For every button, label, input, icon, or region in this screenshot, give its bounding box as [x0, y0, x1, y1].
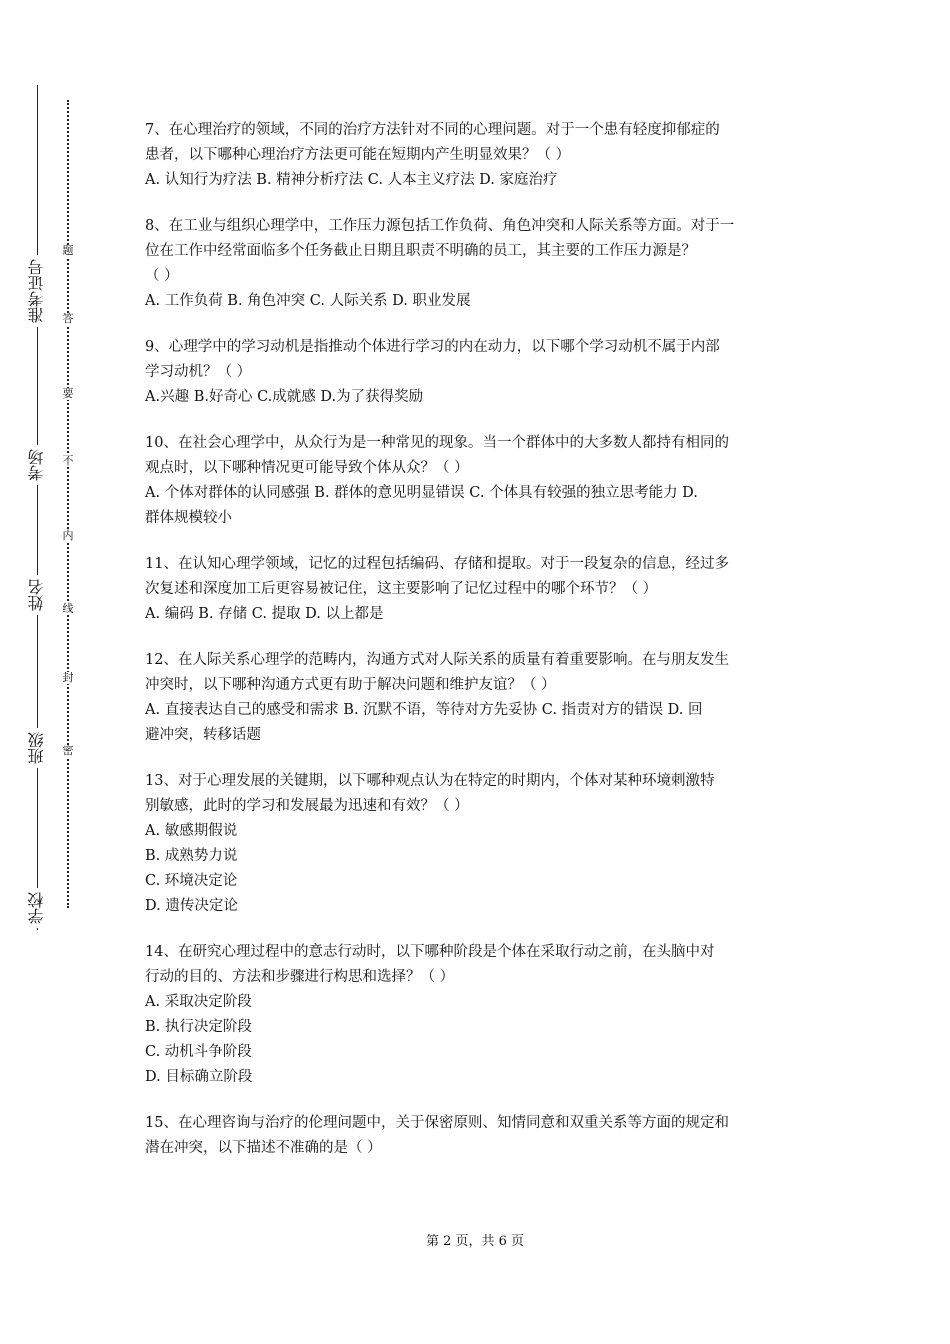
school-label: 学校 — [27, 888, 47, 928]
question-option-line: A. 工作负荷 B. 角色冲突 C. 人际关系 D. 职业发展 — [145, 293, 471, 309]
question-block — [145, 940, 810, 1090]
question-block — [145, 648, 810, 748]
question-stem-line: 位在工作中经常面临多个任务截止日期且职责不明确的员工，其主要的工作压力源是？ — [145, 243, 696, 259]
question-stem-line: 别敏感，此时的学习和发展最为迅速和有效？（ ） — [145, 798, 469, 814]
seal-char: 线 — [59, 603, 77, 615]
question-stem-line: （ ） — [145, 268, 179, 284]
seal-char: 题 — [59, 245, 77, 257]
question-option-line: A. 直接表达自己的感受和需求 B. 沉默不语，等待对方先妥协 C. 指责对方的错误 D. 回 — [145, 702, 703, 718]
question-option-line: A. 编码 B. 存储 C. 提取 D. 以上都是 — [145, 606, 384, 622]
seal-char: 密 — [59, 745, 77, 757]
question-option-line: 群体规模较小 — [145, 510, 232, 526]
question-block — [145, 1111, 810, 1161]
question-stem-line: 次复述和深度加工后更容易被记住，这主要影响了记忆过程中的哪个环节？（ ） — [145, 581, 658, 597]
question-option-line: B. 成熟势力说 — [145, 848, 238, 864]
question-block — [145, 335, 810, 410]
question-stem-line: 8、在工业与组织心理学中，工作压力源包括工作负荷、角色冲突和人际关系等方面。对于一 — [145, 218, 735, 234]
question-block — [145, 118, 810, 193]
question-option-line: C. 动机斗争阶段 — [145, 1044, 252, 1060]
question-stem-line: 15、在心理咨询与治疗的伦理问题中，关于保密原则、知情同意和双重关系等方面的规定和 — [145, 1115, 729, 1131]
question-option-line: 避冲突，转移话题 — [145, 727, 261, 743]
name-label: 姓名 — [27, 575, 47, 615]
question-stem-line: 潜在冲突，以下描述不准确的是（ ） — [145, 1140, 382, 1156]
question-option-line: D. 遗传决定论 — [145, 898, 238, 914]
question-stem-line: 7、在心理治疗的领域，不同的治疗方法针对不同的心理问题。对于一个患有轻度抑郁症的 — [145, 122, 720, 138]
question-block — [145, 769, 810, 919]
exam-number-label: 准考证号 — [27, 255, 47, 327]
question-stem-line: 12、在人际关系心理学的范畴内，沟通方式对人际关系的质量有着重要影响。在与朋友发生 — [145, 652, 729, 668]
seal-char: 要 — [59, 388, 77, 400]
exam-room-label: 考场 — [27, 445, 47, 485]
seal-char: 内 — [59, 530, 77, 542]
question-stem-line: 患者，以下哪种心理治疗方法更可能在短期内产生明显效果？（ ） — [145, 147, 571, 163]
question-block — [145, 431, 810, 531]
class-label: 班级 — [27, 728, 47, 768]
question-option-line: A. 认知行为疗法 B. 精神分析疗法 C. 人本主义疗法 D. 家庭治疗 — [145, 172, 558, 188]
question-option-line: A.兴趣 B.好奇心 C.成就感 D.为了获得奖励 — [145, 389, 424, 405]
question-stem-line: 11、在认知心理学领域，记忆的过程包括编码、存储和提取。对于一段复杂的信息，经过多 — [145, 556, 729, 572]
binding-margin — [0, 0, 110, 1344]
question-stem-line: 学习动机？（ ） — [145, 364, 252, 380]
binding-line — [37, 85, 38, 930]
question-stem-line: 冲突时，以下哪种沟通方式更有助于解决问题和维护友谊？（ ） — [145, 677, 556, 693]
question-list — [145, 118, 810, 1182]
question-stem-line: 行动的目的、方法和步骤进行构思和选择？（ ） — [145, 969, 455, 985]
seal-dotted-line — [67, 100, 69, 908]
question-block — [145, 214, 810, 314]
seal-char: 答 — [59, 313, 77, 325]
question-stem-line: 9、心理学中的学习动机是指推动个体进行学习的内在动力，以下哪个学习动机不属于内部 — [145, 339, 720, 355]
seal-char: 封 — [59, 672, 77, 684]
question-block — [145, 552, 810, 627]
question-stem-line: 观点时，以下哪种情况更可能导致个体从众？（ ） — [145, 460, 469, 476]
question-option-line: A. 采取决定阶段 — [145, 994, 252, 1010]
question-option-line: A. 敏感期假说 — [145, 823, 238, 839]
question-option-line: C. 环境决定论 — [145, 873, 238, 889]
question-option-line: D. 目标确立阶段 — [145, 1069, 253, 1085]
question-stem-line: 13、对于心理发展的关键期，以下哪种观点认为在特定的时期内，个体对某种环境刺激特 — [145, 773, 715, 789]
seal-char: 不 — [59, 455, 77, 467]
question-option-line: A. 个体对群体的认同感强 B. 群体的意见明显错误 C. 个体具有较强的独立思考能力 D. — [145, 485, 698, 501]
page-footer: 第 2 页，共 6 页 — [425, 1234, 525, 1249]
question-stem-line: 10、在社会心理学中，从众行为是一种常见的现象。当一个群体中的大多数人都持有相同的 — [145, 435, 729, 451]
question-option-line: B. 执行决定阶段 — [145, 1019, 252, 1035]
question-stem-line: 14、在研究心理过程中的意志行动时，以下哪种阶段是个体在采取行动之前，在头脑中对 — [145, 944, 715, 960]
